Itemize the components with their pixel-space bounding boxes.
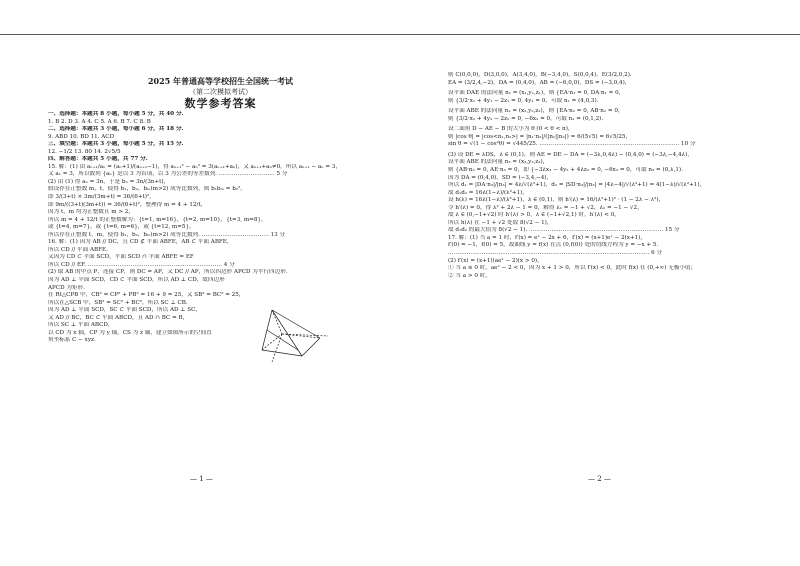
text-line: 所以 CD // EF. ……………………………………………………………… 4 分 — [48, 261, 235, 268]
top-border-line — [0, 34, 800, 35]
text-line: 二、选择题：本题共 3 小题，每小题 6 分，共 18 分. — [48, 126, 184, 133]
text-line: 17. 解：(1) 当 a = 1 时，f′(x) = eˣ − 2x + 6，f′(x) = (x+1)eˣ − 2(x+1)， — [448, 234, 646, 241]
text-line: (2) 由 (1) 得 aₙ = 3n，于是 bₙ = 3n/(3n+t)， — [48, 178, 170, 185]
text-line: 一、选择题：本题共 8 小题，每小题 5 分，共 40 分. — [48, 111, 184, 117]
text-line: ……………………………………………………………………………………………… 6 分 — [448, 250, 663, 257]
text-line: ① 当 a ≤ 0 时，aeˣ − 2 < 0，因为 x + 1 > 0，所以 f′(x) < 0，此时 f(x) 在 (0,+∞) 无极小值； — [448, 265, 697, 272]
text-line: ② 当 a > 0 时， — [448, 272, 491, 279]
answer-heading: 数学参考答案 — [184, 97, 257, 110]
page-1-text — [48, 111, 393, 345]
page-2-text — [448, 72, 778, 280]
text-line: 16. 解：(1) 因为 AB // DC，且 CD ⊄ 平面 ABFE，AB ⊂ 平面 ABFE， — [48, 239, 233, 246]
text-line: 在 Rt△CPB 中，CB² = CP² + PB² = 16 + 9 = 25，又 SB² = BC² = 25， — [48, 292, 245, 299]
text-line: 设平面 ABE 的法向量 n₃ = (x₃,y₃,z₃)， — [448, 159, 549, 166]
text-line: (2) 取 AB 的中点 P，连接 CP，则 DC = AP，又 DC // AP，所以四边形 APCD 为平行四边形. — [48, 269, 288, 276]
page-number-2: — 2 — — [588, 475, 611, 483]
text-line: 设二面角 D − AE − B 的大小为 θ (0 < θ < π)， — [448, 126, 574, 133]
text-line: 则 {3/2·x₂ + 4y₂ − 2z₂ = 0, −6x₂ = 0，可取 n₂ = (0,1,2). — [448, 115, 604, 122]
text-line: APCD 为矩形. — [48, 284, 85, 291]
text-line: 或 {t=4, m=7}，或 {t=6, m=6}，或 {t=12, m=5}， — [48, 224, 195, 231]
text-line: 设平面 ABE 的法向量 n₂ = (x₂,y₂,z₂)，则 {EA·n₂ = 0, AB·n₂ = 0， — [448, 108, 624, 115]
text-line: 故 d₁d₂ 的最大值为 8(√2 − 1). ……………………………………………………………… 15 分 — [448, 227, 680, 234]
text-line: 又 a₁ = 3，所以数列 {aₙ} 是以 3 为首项，以 3 为公差的等差数列. ………………………… 5 分 — [48, 171, 288, 178]
text-line: 所以存在正整数 t，m，使得 b₁，b₂，bₘ(m>2) 成等比数列. ……………………………… 13 分 — [48, 231, 286, 238]
text-line: EA = (3/2,4,−2)，DA = (0,4,0)，AB = (−6,0,0)，DS = (−3,0,4)， — [448, 79, 631, 86]
text-line: 15. 解：(1) 由 aₙ₊₁/aₙ = (aₙ+1)/(aₙ₊₁−1)，得 aₙ₊₁² − aₙ² = 3(aₙ₊₁+aₙ)，又 aₙ₊₁+aₙ≠0，所以 aₙ₊₁ − aₙ = 3， — [48, 163, 342, 170]
text-line: (3) 设 DE = λDS，λ ∈ (0,1)，则 AE = DE − DA = (−3λ,0,4λ) − (0,4,0) = (−3λ,−4,4λ)， — [448, 151, 693, 158]
text-line: 12. −1/2 13. 80 14. 2√5/5 — [48, 148, 121, 155]
text-line: sin θ = √(1 − cos²θ) = √445/25. ………………………………………………………………… 10 分 — [448, 141, 696, 148]
exam-subtitle: （第二次模拟考试） — [189, 88, 252, 96]
text-line: 则 C(0,0,0)，D(3,0,0)，A(3,4,0)，B(−3,4,0)，S(0,0,4)，E(3/2,0,2). — [448, 72, 632, 78]
text-line: 故 d₁d₂ = 16λ(1−λ)/(λ²+1)， — [448, 189, 528, 196]
text-line: 又 AD // BC，BC ⊂ 平面 ABCD，且 AD ∩ BC = B， — [48, 314, 189, 321]
text-line: 设 h(λ) = 16λ(1−λ)/(λ²+1)，λ ∈ (0,1)，则 h′(λ) = 16/(λ²+1)² · (1 − 2λ − λ²)， — [448, 197, 665, 204]
text-line: 所以 m = 4 + 12/t 的正整数解为：{t=1, m=16}，{t=2, m=10}，{t=3, m=8}， — [48, 216, 267, 223]
text-line: 所以 CD // 平面 ABFE. — [48, 246, 108, 253]
text-line: 则 {3/2·x₁ + 4y₁ − 2z₁ = 0, 4y₁ = 0，可取 n₁ = (4,0,3). — [448, 97, 599, 104]
text-line: 1. B 2. D 3. A 4. C 5. A 6. B 7. C 8. B — [48, 118, 151, 125]
text-line: 三、填空题：本题共 3 小题，每小题 5 分，共 15 分. — [48, 141, 184, 148]
page-number-1: — 1 — — [190, 475, 213, 483]
exam-title: 2025 年普通高等学校招生全国统一考试 — [147, 76, 294, 86]
text-line: 故 λ ∈ (0,−1+√2) 时 h′(λ) > 0，λ ∈ (−1+√2,1) 时，h′(λ) < 0， — [448, 212, 620, 219]
pyramid-figure — [258, 306, 334, 364]
text-line: 所以 d₁ = |DA·n₃|/|n₃| = 4λ/√(λ²+1)，d₂ = |SD·n₃|/|n₃| = |4λ−4|/√(λ²+1) = 4(1−λ)/√(λ²+1)， — [448, 182, 706, 189]
text-line: (2) f′(x) = (x+1)(aeˣ − 2)(x > 0)， — [448, 257, 543, 264]
answer-page-1 — [48, 72, 393, 345]
text-line: 四、解答题：本题共 5 小题，共 77 分. — [48, 156, 148, 163]
text-line: 设平面 DAE 的法向量 n₁ = (x₁,y₁,z₁)，则 {EA·n₁ = 0, DA·n₁ = 0， — [448, 90, 625, 97]
text-line: 9. ABD 10. BD 11. ACD — [48, 133, 115, 140]
text-line: 即 3/(3+t) × 3m/(3m+t) = 36/(6+t)²， — [48, 194, 155, 201]
text-line: 因为 AD ⊥ 平面 SCD，SC ⊂ 平面 SCD，所以 AD ⊥ SC， — [48, 307, 201, 314]
text-line: 又因为 CD ⊂ 平面 SCD，平面 SCD ∩ 平面 ABFE = EF — [48, 254, 194, 261]
text-line: 因为 t，m 均为正整数且 m > 2， — [48, 209, 134, 216]
text-line: 因为 DA = (0,4,0)，SD = (−3,4,−4)， — [448, 174, 553, 181]
text-line: 即 9m/((3+t)(3m+t)) = 36/(6+t)²，整理得 m = 4 + 12/t， — [48, 201, 207, 208]
text-line: 因为 AD ⊥ 平面 SCD，CD ⊂ 平面 SCD，所以 AD ⊥ CD，故四边形 — [48, 277, 225, 284]
text-line: 所以在△SCB 中，SB² = SC² + BC²，所以 SC ⊥ CB. — [48, 299, 188, 306]
text-line: 则 |cos θ| = |cos<n₁,n₂>| = |n₁·n₂|/(|n₁||n₂|) = 6/(5√5) = 6√5/25， — [448, 133, 632, 140]
text-line: 以 CD 为 x 轴，CP 为 y 轴，CS 为 z 轴，建立如图所示的空间直 — [48, 329, 212, 336]
text-line: 所以 h(λ) 在 −1 + √2 处取 8(√2 − 1)， — [448, 219, 553, 226]
text-line: 令 h′(λ) = 0，得 λ² + 2λ − 1 = 0，解得 λ₁ = −1 + √2，λ₂ = −1 − √2， — [448, 204, 643, 211]
text-line: 假设存在正整数 m，t，使得 b₁，b₂，bₘ(m>2) 成等比数列，则 b₁bₘ = b₂²， — [48, 186, 246, 193]
text-line: 所以 SC ⊥ 平面 ABCD， — [48, 322, 114, 329]
text-line: 则 {AB·n₃ = 0, AE·n₃ = 0，即 {−3λx₃ − 4y₃ + 4λz₃ = 0, −6x₃ = 0，可取 n₃ = (0,λ,1). — [448, 167, 683, 174]
text-line: f′(0) = −1，f(0) = 5，故曲线 y = f(x) 在点 (0,f(0)) 处的切线方程为 y = −x + 5. — [448, 242, 659, 249]
answer-page-2 — [448, 72, 778, 280]
text-line: 角坐标系 C − xyz. — [48, 337, 96, 344]
